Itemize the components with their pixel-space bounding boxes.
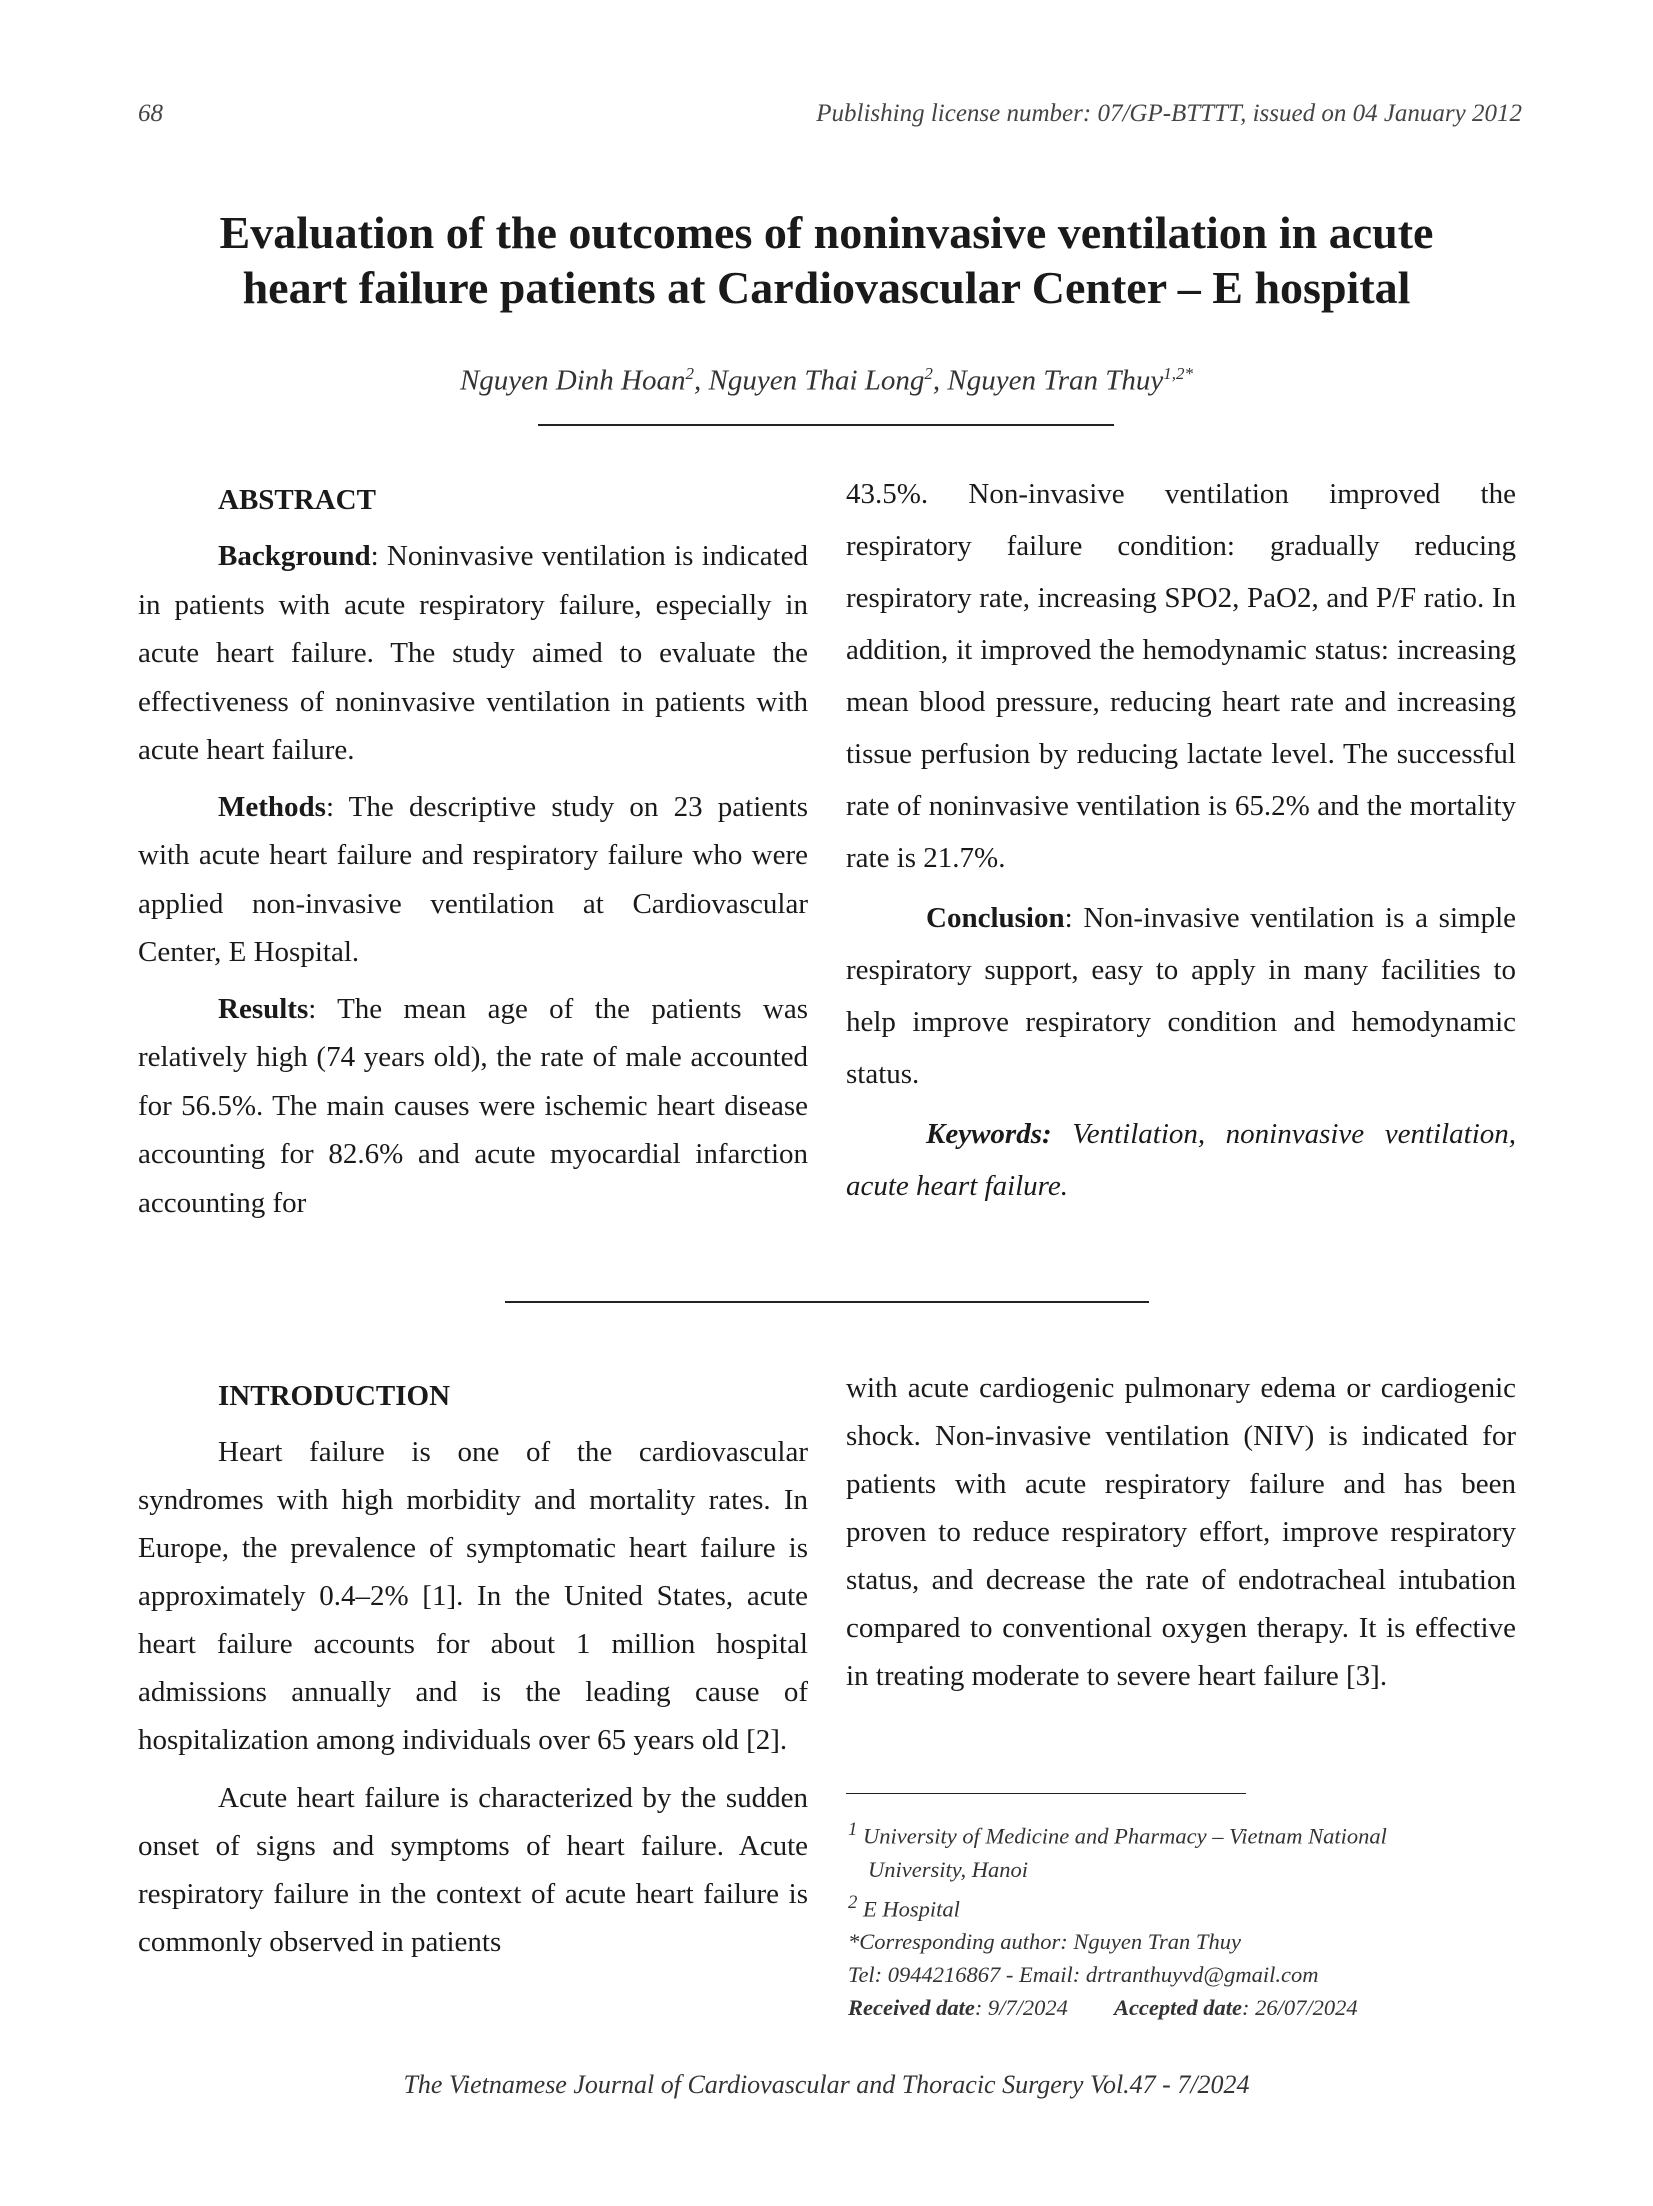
author-affiliation: 2 — [685, 364, 694, 383]
publishing-license: Publishing license number: 07/GP-BTTTT, issued on 04 January 2012 — [816, 100, 1522, 127]
abstract-background — [138, 532, 808, 775]
abstract-methods — [138, 783, 808, 977]
footnote-affiliation-1-cont: University, Hanoi — [868, 1856, 1028, 1882]
results-label: Results — [218, 992, 309, 1025]
abstract-divider — [505, 1301, 1149, 1303]
accepted-label: Accepted date — [1113, 1995, 1243, 2020]
author-name: Nguyen Tran Thuy — [947, 364, 1164, 397]
introduction-left-column — [138, 1372, 808, 1966]
submission-dates — [848, 1991, 1528, 2024]
background-text: : Noninvasive ventilation is indicated in patients with acute respiratory failure, especially in acute heart failure. The study aimed to evaluate the effectiveness of noninvasive ventilation in patients with acute heart failure. — [138, 540, 808, 766]
contact-info: Tel: 0944216867 - Email: drtranthuyvd@gmail.com — [848, 1962, 1319, 1987]
methods-text: : The descriptive study on 23 patients with acute heart failure and respiratory failure who were applied non-invasive ventilation at Cardiovascular Center, E Hospital. — [138, 790, 808, 968]
introduction-heading: INTRODUCTION — [218, 1380, 451, 1412]
abstract-heading: ABSTRACT — [218, 484, 376, 516]
corresponding-author: *Corresponding author: Nguyen Tran Thuy — [848, 1929, 1241, 1954]
introduction-paragraph-1: Heart failure is one of the cardiovascular syndromes with high morbidity and mortality rates. In Europe, the prevalence of symptomatic heart failure is approximately 0.4–2% [1]. In the United States, acute heart failure accounts for about 1 million hospital admissions annually and is the leading cause of hospitalization among individuals over 65 years old [2]. — [138, 1436, 808, 1756]
results-text: : The mean age of the patients was relatively high (74 years old), the rate of male accounted for 56.5%. The main causes were ischemic heart disease accounting for 82.6% and acute myocardial infarction accounting for — [138, 992, 808, 1219]
author-name: Nguyen Thai Long — [708, 364, 925, 397]
abstract-left-column — [138, 476, 808, 1227]
received-value: : 9/7/2024 — [974, 1995, 1068, 2020]
keywords-text: Ventilation, noninvasive ventilation, acute heart failure. — [846, 1118, 1516, 1202]
abstract-conclusion — [846, 892, 1516, 1100]
page-number: 68 — [138, 100, 163, 127]
introduction-paragraph-2-continued: with acute cardiogenic pulmonary edema or cardiogenic shock. Non-invasive ventilation (NIV) is indicated for patients with acute respiratory failure and has been proven to reduce respiratory effort, improve respiratory status, and decrease the rate of endotracheal intubation compared to conventional oxygen therapy. It is effective in treating moderate to severe heart failure [3]. — [846, 1372, 1516, 1692]
footnote-affiliation-1: $^1$ University of Medicine and Pharmacy – Vietnam National — [848, 1819, 1387, 1849]
introduction-right-column — [846, 1364, 1516, 1700]
author-list: Nguyen Dinh Hoan$^2$, Nguyen Thai Long$^2$, Nguyen Tran Thuy$^{1,2*}$ — [459, 364, 1194, 397]
footnote-affiliation-2: $^2$ E Hospital — [848, 1891, 960, 1921]
keywords-label: Keywords: — [926, 1118, 1052, 1150]
footnotes — [848, 1813, 1528, 2024]
author-affiliation: 2 — [924, 364, 933, 383]
conclusion-label: Conclusion — [926, 902, 1065, 934]
methods-label: Methods — [218, 790, 326, 823]
author-divider — [538, 424, 1114, 426]
article-title — [100, 205, 1553, 315]
results-continued: 43.5%. Non-invasive ventilation improved the respiratory failure condition: gradually reducing respiratory rate, increasing SPO2, PaO2, and P/F ratio. In addition, it improved the hemodynamic status: increasing mean blood pressure, reducing heart rate and increasing tissue perfusion by reducing lactate level. The successful rate of noninvasive ventilation is 65.2% and the mortality rate is 21.7%. — [846, 478, 1516, 874]
abstract-results — [138, 985, 808, 1228]
received-label: Received date — [848, 1995, 975, 2020]
accepted-value: : 26/07/2024 — [1242, 1995, 1358, 2020]
footnote-divider — [846, 1793, 1246, 1794]
author-name: Nguyen Dinh Hoan — [459, 364, 686, 397]
author-affiliation: 1,2* — [1163, 364, 1194, 383]
title-line-1: Evaluation of the outcomes of noninvasive ventilation in acute — [219, 207, 1434, 258]
background-label: Background — [218, 540, 371, 572]
journal-footer: The Vietnamese Journal of Cardiovascular and Thoracic Surgery Vol.47 - 7/2024 — [403, 2070, 1250, 2099]
abstract-keywords — [846, 1108, 1516, 1212]
conclusion-text: : Non-invasive ventilation is a simple respiratory support, easy to apply in many facilities to help improve respiratory condition and hemodynamic status. — [846, 902, 1516, 1090]
introduction-paragraph-2: Acute heart failure is characterized by the sudden onset of signs and symptoms of heart failure. Acute respiratory failure in the context of acute heart failure is commonly observed in patients — [138, 1782, 808, 1958]
abstract-right-column — [846, 468, 1516, 1212]
title-line-2: heart failure patients at Cardiovascular Center – E hospital — [242, 262, 1411, 313]
